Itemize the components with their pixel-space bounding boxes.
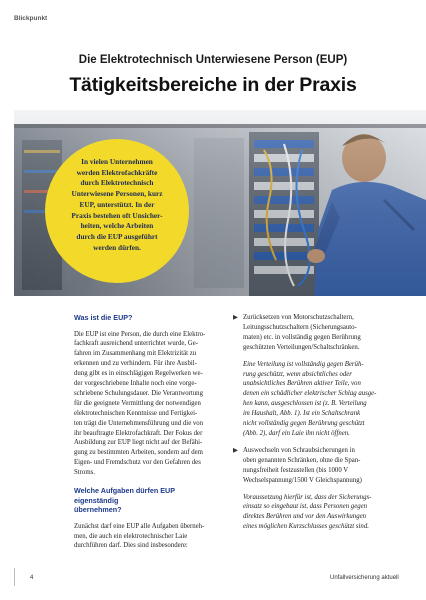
callout-line: durch die EUP ausgeführt (76, 231, 158, 241)
text-line: schriebene Schulungsdauer. Die Verantwortung (74, 389, 203, 397)
callout-line: werden Elektrofachkräfte (76, 167, 158, 177)
heading-line: übernehmen? (74, 505, 122, 515)
text-line: rung geschützt, wenn absichtliches oder (243, 370, 352, 378)
article-headline: Tätigkeitsbereiche in der Praxis (69, 74, 357, 96)
text-line: denen ein schädlicher elektrischer Schlag ausge- (243, 390, 377, 398)
article-subtitle: Die Elektrotechnisch Unterwiesene Person (EUP) (78, 54, 348, 66)
text-line: dung gibt es in einschlägigen Regelwerken we- (74, 370, 203, 378)
text-line: Leitungsschutzschaltern (Sicherungsauto- (243, 323, 357, 331)
callout-line: In vielen Unternehmen (81, 157, 153, 166)
text-line: Zunächst darf eine EUP alle Aufgaben überneh- (74, 522, 205, 530)
heading-line: Welche Aufgaben dürfen EUP eigenständig (74, 486, 175, 505)
right-column (233, 313, 393, 532)
callout-line: Praxis bestehen oft Unsicher- (71, 210, 163, 220)
text-line: im Haushalt, Abb. 1). Ist ein Schaltschrank (243, 410, 361, 418)
text-line: (Abb. 2), darf ein Laie ihn nicht öffnen. (243, 429, 350, 437)
bullet-arrow-icon: ▶ (233, 446, 238, 454)
text-line: Zurücksetzen von Motorschutzschaltern, (243, 314, 354, 321)
text-line: unabsichtliches Berühren aktiver Teile, von (243, 380, 361, 388)
text-line: fahren im Zusammenhang mit Elektrizität zu (74, 350, 197, 358)
bullet-note (233, 493, 393, 533)
footer-divider (14, 568, 15, 586)
text-line: fachkraft ausreichend unterrichtet wurde, Ge- (74, 340, 198, 348)
callout-line: heiten, welche Arbeiten (80, 221, 154, 231)
left-column (74, 313, 217, 551)
section-heading (74, 486, 217, 515)
definition-paragraph (74, 330, 217, 479)
text-line: maten) etc. in vollständig gegen Berührung (243, 333, 361, 341)
text-line: Auswechseln von Schraubsicherungen in (243, 446, 355, 454)
text-line: eines möglichen Kurzschlusses geschützt sind. (243, 523, 369, 531)
text-line: durchführen darf. Dies sind insbesondere: (74, 542, 188, 550)
callout-text (62, 157, 172, 253)
callout-line: durch Elektrotechnisch (80, 178, 154, 188)
tasks-intro-paragraph (74, 522, 217, 552)
text-line: gung zu bestimmten Arbeiten, sondern auf dem (74, 449, 203, 457)
text-line: Die EUP ist eine Person, die durch eine Elektro- (74, 330, 206, 338)
bullet-note (233, 360, 393, 439)
callout-line: EUP, unterstützt. In der (79, 199, 155, 209)
text-line: Eigen- und Fremdschutz vor den Gefahren des (74, 459, 201, 467)
publication-name: Unfallversicherung aktuell (330, 575, 399, 581)
callout-line: werden dürfen. (93, 242, 141, 252)
bullet-item (233, 446, 393, 486)
section-kicker: Blickpunkt (14, 15, 48, 22)
text-line: einsatz so eingebaut ist, dass Personen gegen (243, 503, 368, 511)
text-line: men, die auch ein elektrotechnischer Laie (74, 532, 188, 540)
text-line: hen kann, ausgeschlossen ist (z. B. Verteilung (243, 400, 367, 408)
text-line: für die geeignete Vermittlung der notwendigen (74, 399, 201, 407)
bullet-arrow-icon: ▶ (233, 314, 238, 321)
section-heading: Was ist die EUP? (74, 313, 133, 322)
text-line: geschützten Verteilungen/Schaltschränken. (243, 343, 360, 351)
text-line: Eine Verteilung ist vollständig gegen Berüh- (243, 360, 364, 368)
text-line: ihr beauftragte Elektrofachkraft. Der Fokus der (74, 429, 203, 437)
text-line: oben genannten Schränken, ohne die Span- (243, 456, 361, 464)
text-line: erkennen und zu verhindern. Für ihre Ausbil- (74, 360, 197, 368)
text-line: Voraussetzung hierfür ist, dass der Sicherungs- (243, 493, 372, 501)
bullet-item (233, 313, 393, 353)
text-line: Stroms. (74, 469, 95, 477)
text-line: Wechselspannung/1500 V Gleichspannung) (243, 476, 362, 484)
text-line: elektrotechnischen Kenntnisse und Fertigkei- (74, 409, 198, 417)
text-line: nungsfreiheit festzustellen (bis 1000 V (243, 466, 349, 474)
callout-line: Unterwiesene Personen, kurz (71, 189, 163, 199)
text-line: nicht vollständig gegen Berührung geschützt (243, 420, 365, 428)
text-line: ten trägt die Unternehmensführung und die von (74, 419, 204, 427)
page-number: 4 (30, 575, 34, 581)
text-line: Ausbildung zur EUP liegt nicht auf der Befähi- (74, 439, 203, 447)
text-line: der vorgeschriebene Inhalte noch eine vorge- (74, 380, 197, 388)
text-line: direktes Berühren und vor den Auswirkungen (243, 513, 367, 521)
